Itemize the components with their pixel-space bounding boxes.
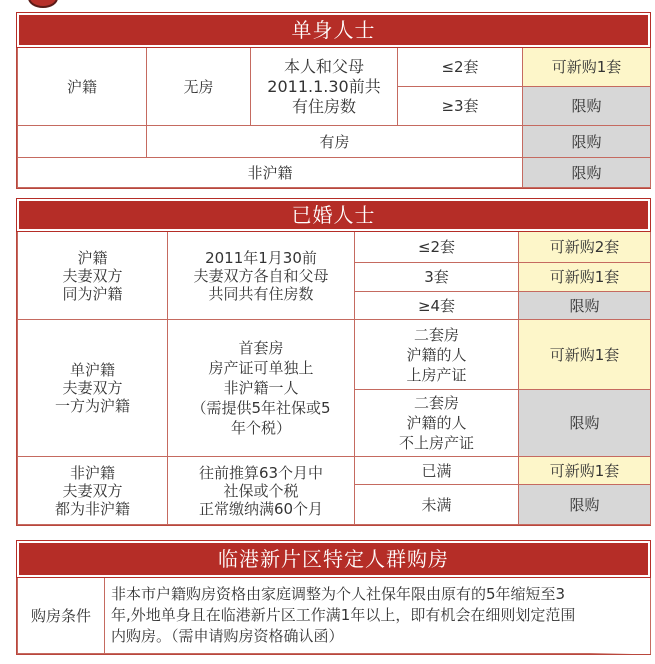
can-buy-one-cell: 可新购1套 <box>519 263 651 292</box>
non-huji-label: 非沪籍 <box>18 158 523 188</box>
restricted-cell: 限购 <box>523 126 651 158</box>
no-house-label: 无房 <box>147 48 251 126</box>
lingang-section <box>16 540 651 655</box>
has-house-label: 有房 <box>147 126 523 158</box>
owned-house-count-label: 2011年1月30前 夫妻双方各自和父母 共同共有住房数 <box>168 232 355 320</box>
le2-label: ≤2套 <box>398 48 523 87</box>
restricted-cell: 限购 <box>519 292 651 320</box>
restricted-cell: 限购 <box>519 390 651 457</box>
huji-couple-label: 沪籍 夫妻双方 同为沪籍 <box>18 232 168 320</box>
restricted-cell: 限购 <box>523 158 651 188</box>
purchase-condition-text: 非本市户籍购房资格由家庭调整为个人社保年限由原有的5年缩短至3 年,外地单身且在临港新片区工作满1年以上，即有机会在细则划定范围 内购房。（需申请购房资格确认函） <box>105 578 651 654</box>
married-section <box>16 198 651 526</box>
can-buy-two-cell: 可新购2套 <box>519 232 651 263</box>
logo-mark <box>28 0 58 8</box>
huji-label: 沪籍 <box>18 48 147 126</box>
watermark-fade <box>590 624 650 654</box>
second-house-on-cert-label: 二套房 沪籍的人 上房产证 <box>355 320 519 390</box>
empty-cell <box>18 126 147 158</box>
le2-label: ≤2套 <box>355 232 519 263</box>
can-buy-one-cell: 可新购1套 <box>523 48 651 87</box>
single-table <box>17 47 651 188</box>
restricted-cell: 限购 <box>523 87 651 126</box>
purchase-condition-label: 购房条件 <box>18 578 105 654</box>
restricted-cell: 限购 <box>519 485 651 525</box>
married-table <box>17 231 651 525</box>
single-section <box>16 12 651 189</box>
non-huji-couple-label: 非沪籍 夫妻双方 都为非沪籍 <box>18 457 168 525</box>
full-label: 已满 <box>355 457 519 485</box>
eq3-label: 3套 <box>355 263 519 292</box>
first-house-condition: 首套房 房产证可单独上 非沪籍一人 （需提供5年社保或5 年个税） <box>168 320 355 457</box>
social-security-condition: 往前推算63个月中 社保或个税 正常缴纳满60个月 <box>168 457 355 525</box>
ge4-label: ≥4套 <box>355 292 519 320</box>
can-buy-one-cell: 可新购1套 <box>519 320 651 390</box>
married-title: 已婚人士 <box>17 199 650 231</box>
not-full-label: 未满 <box>355 485 519 525</box>
can-buy-one-cell: 可新购1套 <box>519 457 651 485</box>
ge3-label: ≥3套 <box>398 87 523 126</box>
owned-house-count-label: 本人和父母 2011.1.30前共 有住房数 <box>251 48 398 126</box>
second-house-not-on-cert-label: 二套房 沪籍的人 不上房产证 <box>355 390 519 457</box>
single-huji-couple-label: 单沪籍 夫妻双方 一方为沪籍 <box>18 320 168 457</box>
lingang-title: 临港新片区特定人群购房 <box>17 541 650 577</box>
single-title: 单身人士 <box>17 13 650 47</box>
lingang-table <box>17 577 651 654</box>
